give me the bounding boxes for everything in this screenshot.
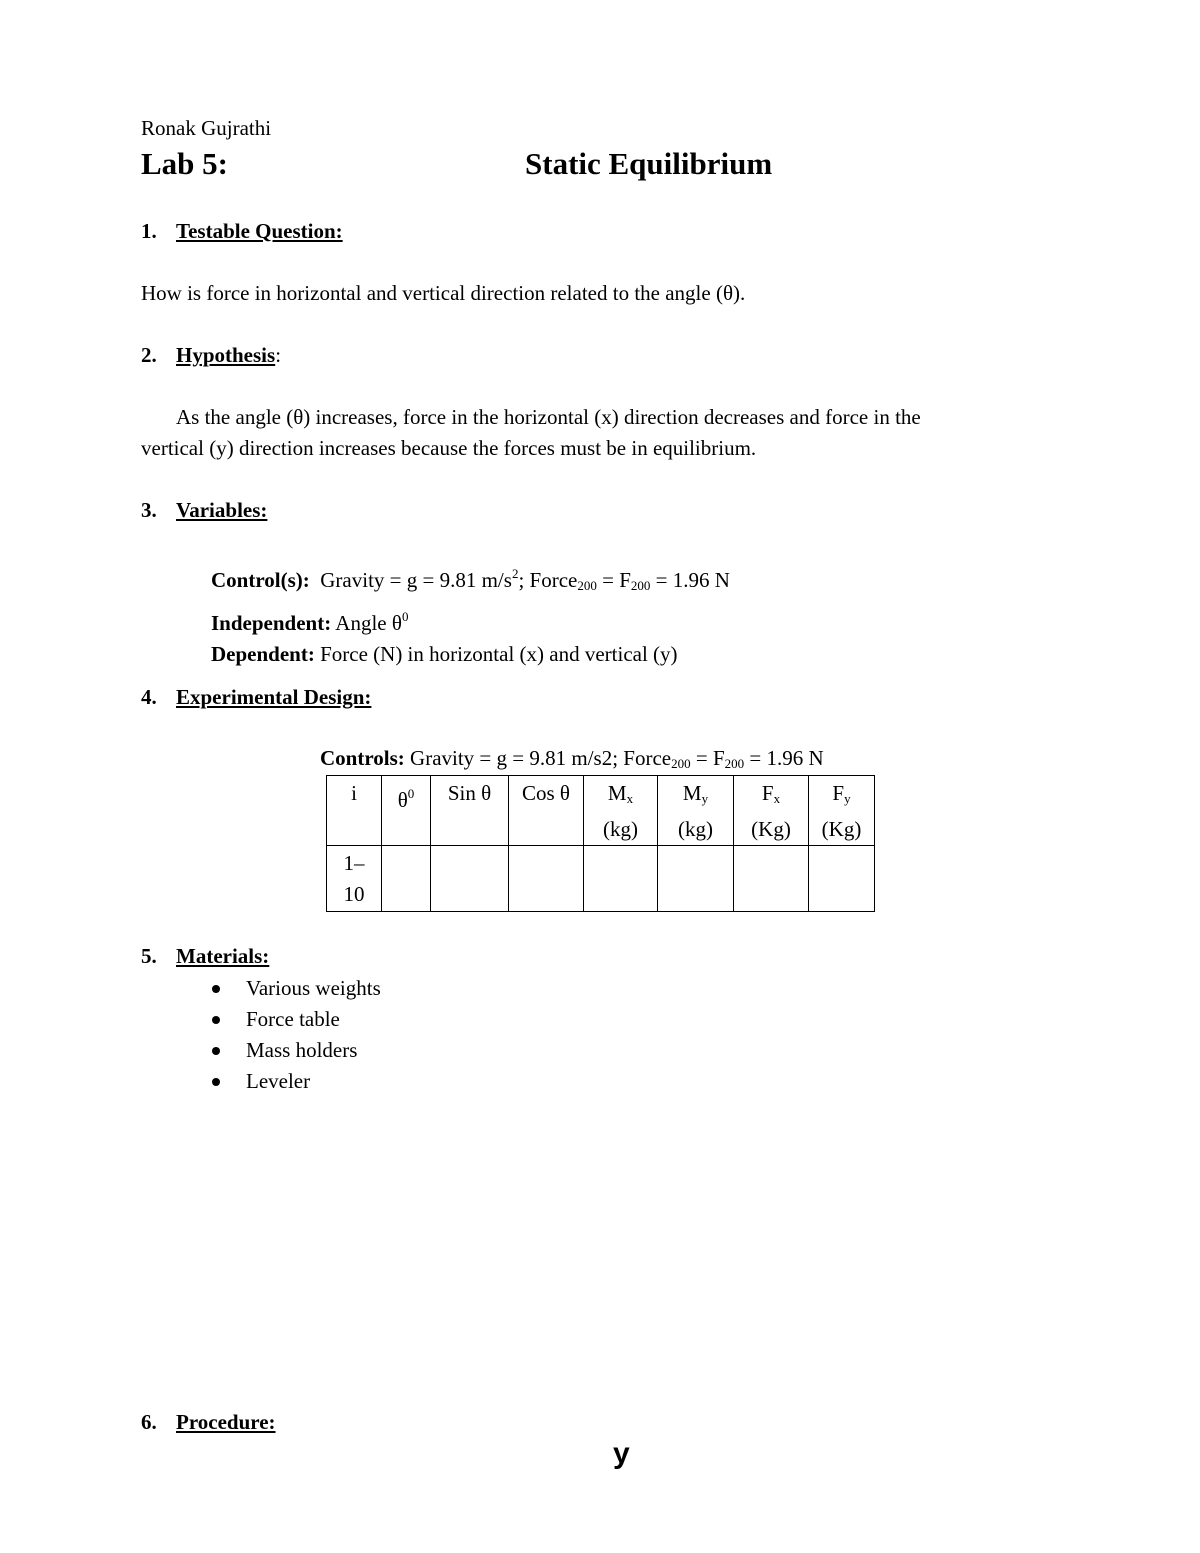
section-label: Hypothesis <box>176 343 276 367</box>
design-controls-post: = 1.96 N <box>744 746 824 770</box>
header-text: M <box>607 781 627 805</box>
section-number: 2. <box>141 343 157 367</box>
header-text: i <box>351 781 357 805</box>
data-table <box>326 775 875 912</box>
list-item: Force table <box>211 1004 381 1035</box>
header-sub: y <box>844 791 851 806</box>
section-label: Testable Question: <box>176 219 343 243</box>
question-text: How is force in horizontal and vertical direction related to the angle (θ). <box>141 281 746 305</box>
empty-cell <box>382 846 431 912</box>
header-sub: x <box>773 791 781 806</box>
control-text-post: = 1.96 N <box>650 568 730 592</box>
list-item: Various weights <box>211 973 381 1004</box>
empty-cell <box>431 846 509 912</box>
empty-cell <box>734 846 809 912</box>
header-cos <box>509 776 584 846</box>
row-i-bottom: 10 <box>343 882 365 906</box>
header-unit: (Kg) <box>751 817 791 841</box>
section-testable-question <box>141 219 343 244</box>
header-text: Cos θ <box>522 781 570 805</box>
header-i <box>327 776 382 846</box>
header-unit: (Kg) <box>821 817 862 841</box>
header-sub: y <box>701 791 709 806</box>
design-controls-label: Controls: <box>320 746 405 770</box>
author-name: Ronak Gujrathi <box>141 116 272 140</box>
lab-number: Lab 5: <box>141 146 228 181</box>
independent-label: Independent: <box>211 611 332 635</box>
header-my <box>658 776 734 846</box>
section-experimental-design <box>141 685 371 710</box>
design-controls-sub: 200 <box>724 756 745 771</box>
table-row <box>327 846 875 912</box>
list-item: Mass holders <box>211 1035 381 1066</box>
footer-glyph: y <box>613 1437 630 1470</box>
section-label: Procedure: <box>176 1410 276 1434</box>
section-procedure <box>141 1410 276 1435</box>
header-unit: (kg) <box>678 817 713 841</box>
header-fx <box>734 776 809 846</box>
section-number: 3. <box>141 498 157 522</box>
section-materials <box>141 944 269 969</box>
section-number: 5. <box>141 944 157 968</box>
header-theta <box>382 776 431 846</box>
independent-sup: 0 <box>401 609 409 624</box>
design-controls-text: Gravity = g = 9.81 m/s2; Force <box>410 746 672 770</box>
materials-list <box>211 973 381 1097</box>
header-text: F <box>761 781 774 805</box>
control-label: Control(s): <box>211 568 310 592</box>
control-sub: 200 <box>630 578 651 593</box>
header-text: M <box>682 781 702 805</box>
empty-cell <box>658 846 734 912</box>
independent-variable <box>211 601 730 639</box>
design-controls-line <box>320 746 824 772</box>
control-text-mid: ; Force <box>518 568 578 592</box>
section-number: 1. <box>141 219 157 243</box>
header-fy <box>809 776 875 846</box>
hypothesis-line-1: As the angle (θ) increases, force in the horizontal (x) direction decreases and force in the <box>176 405 921 429</box>
header-text: θ <box>397 788 408 812</box>
header-text: Sin θ <box>447 781 492 805</box>
header-mx <box>584 776 658 846</box>
variables-block <box>211 558 730 670</box>
control-sup: 2 <box>511 566 519 581</box>
header-sub: x <box>626 791 634 806</box>
section-colon: : <box>275 343 282 367</box>
design-controls-eq: = F <box>690 746 725 770</box>
hypothesis-line-2: vertical (y) direction increases because the forces must be in equilibrium. <box>141 436 757 460</box>
section-variables <box>141 498 267 523</box>
section-number: 4. <box>141 685 157 709</box>
dependent-label: Dependent: <box>211 642 315 666</box>
lab-title: Static Equilibrium <box>525 146 773 181</box>
header-unit: (kg) <box>603 817 638 841</box>
empty-cell <box>509 846 584 912</box>
row-i-top: 1– <box>343 851 365 875</box>
empty-cell <box>584 846 658 912</box>
control-sub: 200 <box>577 578 597 593</box>
section-label: Materials: <box>176 944 270 968</box>
dependent-variable <box>211 639 730 670</box>
row-i-cell <box>327 846 382 912</box>
independent-text: Angle θ <box>335 611 402 635</box>
header-sin <box>431 776 509 846</box>
header-text: F <box>832 781 845 805</box>
dependent-text: Force (N) in horizontal (x) and vertical (y) <box>320 642 678 666</box>
section-number: 6. <box>141 1410 157 1434</box>
list-item: Leveler <box>211 1066 381 1097</box>
header-sup: 0 <box>407 786 415 801</box>
control-text: Gravity = g = 9.81 m/s <box>320 568 512 592</box>
control-variable <box>211 558 730 601</box>
table-header-row <box>327 776 875 846</box>
control-text-eq: = F <box>596 568 631 592</box>
section-label: Experimental Design: <box>176 685 372 709</box>
section-hypothesis <box>141 343 281 368</box>
design-controls-sub: 200 <box>671 756 691 771</box>
section-label: Variables: <box>176 498 268 522</box>
empty-cell <box>809 846 875 912</box>
